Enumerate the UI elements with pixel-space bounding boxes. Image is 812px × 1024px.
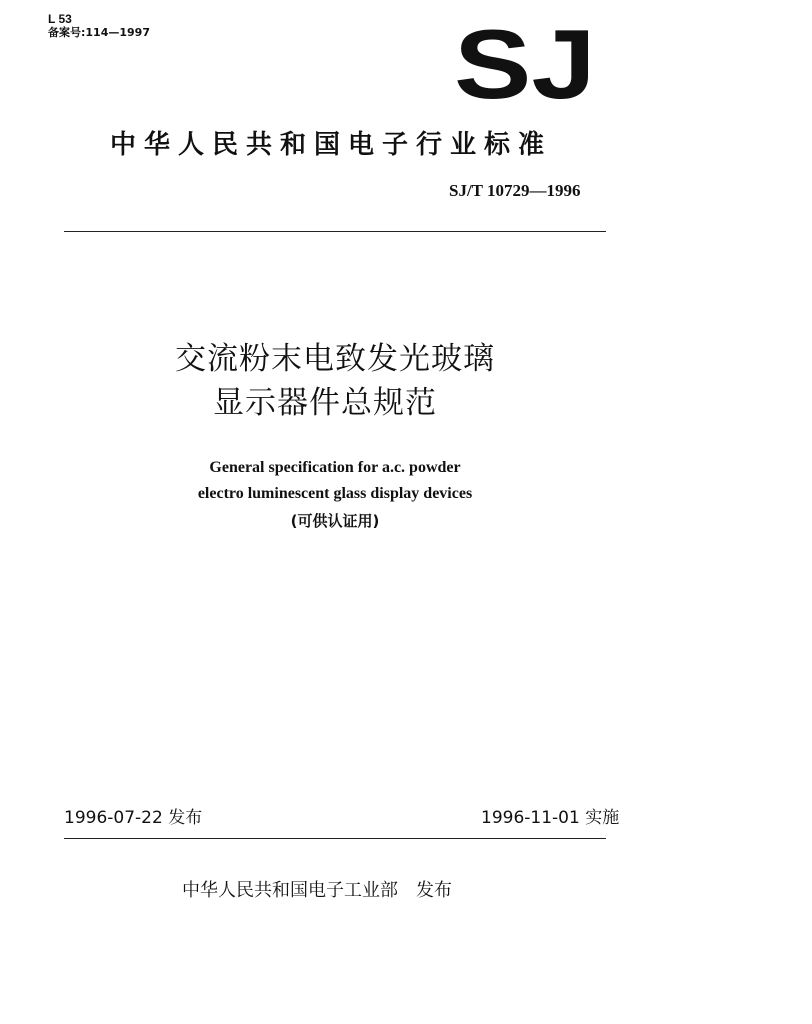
certification-note: (可供认证用) (290, 512, 380, 530)
classification-code: L 53 (48, 12, 72, 26)
issuing-authority: 中华人民共和国电子工业部 (182, 880, 398, 901)
issue-verb: 发布 (416, 880, 452, 901)
record-number: 备案号:114—1997 (48, 26, 150, 39)
english-title-line-2: electro luminescent glass display devices (197, 485, 473, 502)
standard-number: SJ/T 10729—1996 (449, 181, 581, 200)
implementation-date: 1996-11-01 实施 (481, 808, 620, 828)
sj-logo (452, 22, 598, 104)
bottom-divider (64, 838, 606, 839)
english-title-line-1: General specification for a.c. powder (209, 459, 461, 476)
issue-date: 1996-07-22 发布 (64, 808, 203, 828)
chinese-title-line-1: 交流粉末电致发光玻璃 (175, 341, 495, 377)
industry-standard-title: 中华人民共和国电子行业标准 (110, 130, 553, 160)
sj-logo-text: SJ (454, 22, 596, 104)
issuer-line (182, 878, 452, 904)
top-divider (64, 231, 606, 232)
chinese-title-line-2: 显示器件总规范 (213, 385, 437, 421)
